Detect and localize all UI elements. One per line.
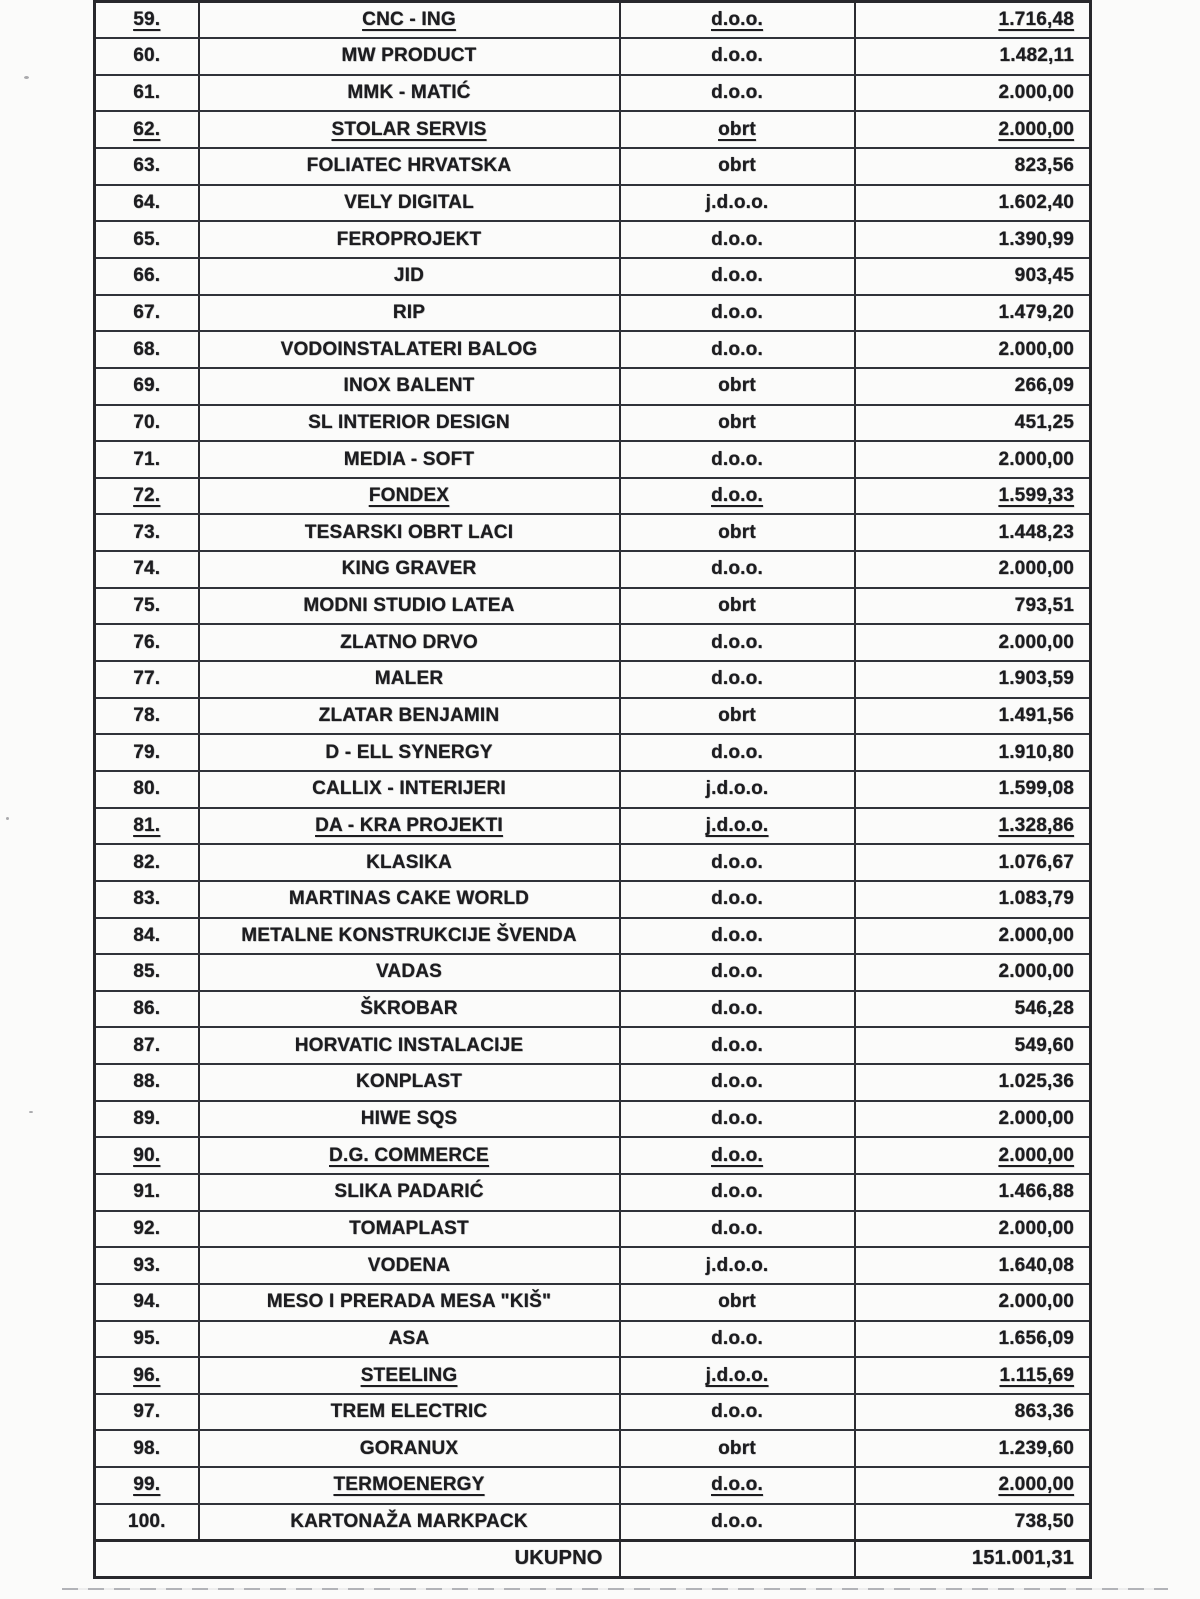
table-row xyxy=(95,954,1091,991)
table-row xyxy=(95,808,1091,845)
company-name-cell: ASA xyxy=(199,1321,620,1358)
company-name-cell: TESARSKI OBRT LACI xyxy=(199,514,620,551)
company-name-cell: KING GRAVER xyxy=(199,551,620,588)
amount-cell: 1.599,33 xyxy=(855,478,1091,515)
row-number-cell: 80. xyxy=(95,771,199,808)
row-number-cell: 72. xyxy=(95,478,199,515)
row-number-cell: 74. xyxy=(95,551,199,588)
legal-form-cell: d.o.o. xyxy=(620,1064,855,1101)
amount-cell: 2.000,00 xyxy=(855,1284,1091,1321)
amount-cell: 1.602,40 xyxy=(855,185,1091,222)
table-row xyxy=(95,148,1091,185)
legal-form-cell: d.o.o. xyxy=(620,1504,855,1541)
table-row xyxy=(95,1430,1091,1467)
company-name-cell: MARTINAS CAKE WORLD xyxy=(199,881,620,918)
legal-form-cell: d.o.o. xyxy=(620,1174,855,1211)
company-name-cell: D - ELL SYNERGY xyxy=(199,734,620,771)
company-name-cell: SLIKA PADARIĆ xyxy=(199,1174,620,1211)
legal-form-cell: d.o.o. xyxy=(620,1101,855,1138)
legal-form-cell: d.o.o. xyxy=(620,38,855,75)
legal-form-cell: d.o.o. xyxy=(620,75,855,112)
legal-form-cell: j.d.o.o. xyxy=(620,185,855,222)
legal-form-cell: j.d.o.o. xyxy=(620,1357,855,1394)
total-form-cell-empty xyxy=(620,1540,855,1577)
table-row xyxy=(95,38,1091,75)
row-number-cell: 82. xyxy=(95,844,199,881)
scan-speck xyxy=(29,1111,33,1113)
legal-form-cell: d.o.o. xyxy=(620,258,855,295)
total-label-cell: UKUPNO xyxy=(95,1540,620,1577)
company-name-cell: CNC - ING xyxy=(199,2,620,39)
row-number-cell: 95. xyxy=(95,1321,199,1358)
table-row xyxy=(95,1101,1091,1138)
company-name-cell: TOMAPLAST xyxy=(199,1211,620,1248)
row-number-cell: 86. xyxy=(95,991,199,1028)
table-row xyxy=(95,1504,1091,1541)
row-number-cell: 77. xyxy=(95,661,199,698)
company-name-cell: MALER xyxy=(199,661,620,698)
amount-cell: 903,45 xyxy=(855,258,1091,295)
amount-cell: 2.000,00 xyxy=(855,111,1091,148)
company-name-cell: VELY DIGITAL xyxy=(199,185,620,222)
amount-cell: 1.448,23 xyxy=(855,514,1091,551)
row-number-cell: 99. xyxy=(95,1467,199,1504)
company-name-cell: KONPLAST xyxy=(199,1064,620,1101)
scan-speck xyxy=(24,76,29,79)
table-row xyxy=(95,2,1091,39)
amount-cell: 2.000,00 xyxy=(855,331,1091,368)
legal-form-cell: d.o.o. xyxy=(620,221,855,258)
total-amount-cell: 151.001,31 xyxy=(855,1540,1091,1577)
amount-cell: 793,51 xyxy=(855,588,1091,625)
table-row xyxy=(95,258,1091,295)
company-name-cell: DA - KRA PROJEKTI xyxy=(199,808,620,845)
table-row xyxy=(95,844,1091,881)
company-name-cell: MW PRODUCT xyxy=(199,38,620,75)
amount-cell: 451,25 xyxy=(855,405,1091,442)
company-name-cell: STOLAR SERVIS xyxy=(199,111,620,148)
amount-cell: 1.076,67 xyxy=(855,844,1091,881)
table-row xyxy=(95,1137,1091,1174)
row-number-cell: 96. xyxy=(95,1357,199,1394)
table-row xyxy=(95,331,1091,368)
row-number-cell: 73. xyxy=(95,514,199,551)
row-number-cell: 85. xyxy=(95,954,199,991)
company-name-cell: ŠKROBAR xyxy=(199,991,620,1028)
table-row xyxy=(95,698,1091,735)
row-number-cell: 65. xyxy=(95,221,199,258)
company-name-cell: KLASIKA xyxy=(199,844,620,881)
table-row xyxy=(95,1321,1091,1358)
amount-cell: 2.000,00 xyxy=(855,1137,1091,1174)
legal-form-cell: d.o.o. xyxy=(620,1211,855,1248)
table-row xyxy=(95,1394,1091,1431)
row-number-cell: 83. xyxy=(95,881,199,918)
amount-cell: 2.000,00 xyxy=(855,918,1091,955)
row-number-cell: 76. xyxy=(95,624,199,661)
row-number-cell: 71. xyxy=(95,441,199,478)
legal-form-cell: obrt xyxy=(620,368,855,405)
company-name-cell: CALLIX - INTERIJERI xyxy=(199,771,620,808)
table-row xyxy=(95,111,1091,148)
legal-form-cell: obrt xyxy=(620,1430,855,1467)
row-number-cell: 87. xyxy=(95,1027,199,1064)
amount-cell: 1.903,59 xyxy=(855,661,1091,698)
payments-table xyxy=(93,0,1092,1579)
company-name-cell: FOLIATEC HRVATSKA xyxy=(199,148,620,185)
table-row xyxy=(95,1211,1091,1248)
company-name-cell: VODOINSTALATERI BALOG xyxy=(199,331,620,368)
legal-form-cell: obrt xyxy=(620,148,855,185)
legal-form-cell: d.o.o. xyxy=(620,1137,855,1174)
legal-form-cell: obrt xyxy=(620,588,855,625)
company-name-cell: KARTONAŽA MARKPACK xyxy=(199,1504,620,1541)
legal-form-cell: d.o.o. xyxy=(620,991,855,1028)
row-number-cell: 63. xyxy=(95,148,199,185)
row-number-cell: 90. xyxy=(95,1137,199,1174)
company-name-cell: INOX BALENT xyxy=(199,368,620,405)
legal-form-cell: j.d.o.o. xyxy=(620,1247,855,1284)
row-number-cell: 79. xyxy=(95,734,199,771)
legal-form-cell: d.o.o. xyxy=(620,1394,855,1431)
legal-form-cell: d.o.o. xyxy=(620,1321,855,1358)
amount-cell: 2.000,00 xyxy=(855,1467,1091,1504)
company-name-cell: D.G. COMMERCE xyxy=(199,1137,620,1174)
amount-cell: 738,50 xyxy=(855,1504,1091,1541)
amount-cell: 823,56 xyxy=(855,148,1091,185)
amount-cell: 1.599,08 xyxy=(855,771,1091,808)
table-row xyxy=(95,1247,1091,1284)
row-number-cell: 64. xyxy=(95,185,199,222)
company-name-cell: MODNI STUDIO LATEA xyxy=(199,588,620,625)
legal-form-cell: d.o.o. xyxy=(620,954,855,991)
legal-form-cell: d.o.o. xyxy=(620,441,855,478)
table-row xyxy=(95,918,1091,955)
company-name-cell: HIWE SQS xyxy=(199,1101,620,1138)
company-name-cell: TERMOENERGY xyxy=(199,1467,620,1504)
amount-cell: 2.000,00 xyxy=(855,551,1091,588)
table-row xyxy=(95,1284,1091,1321)
row-number-cell: 84. xyxy=(95,918,199,955)
table-row xyxy=(95,624,1091,661)
table-row xyxy=(95,295,1091,332)
row-number-cell: 100. xyxy=(95,1504,199,1541)
company-name-cell: METALNE KONSTRUKCIJE ŠVENDA xyxy=(199,918,620,955)
company-name-cell: VADAS xyxy=(199,954,620,991)
legal-form-cell: j.d.o.o. xyxy=(620,808,855,845)
amount-cell: 266,09 xyxy=(855,368,1091,405)
scan-shadow-line xyxy=(62,1588,1168,1590)
row-number-cell: 59. xyxy=(95,2,199,39)
amount-cell: 2.000,00 xyxy=(855,441,1091,478)
legal-form-cell: d.o.o. xyxy=(620,551,855,588)
amount-cell: 1.390,99 xyxy=(855,221,1091,258)
amount-cell: 546,28 xyxy=(855,991,1091,1028)
legal-form-cell: d.o.o. xyxy=(620,1467,855,1504)
row-number-cell: 70. xyxy=(95,405,199,442)
amount-cell: 1.115,69 xyxy=(855,1357,1091,1394)
table-row xyxy=(95,991,1091,1028)
table-row xyxy=(95,588,1091,625)
amount-cell: 1.656,09 xyxy=(855,1321,1091,1358)
legal-form-cell: obrt xyxy=(620,1284,855,1321)
company-name-cell: JID xyxy=(199,258,620,295)
legal-form-cell: d.o.o. xyxy=(620,295,855,332)
row-number-cell: 93. xyxy=(95,1247,199,1284)
legal-form-cell: d.o.o. xyxy=(620,661,855,698)
table-row xyxy=(95,1027,1091,1064)
company-name-cell: HORVATIC INSTALACIJE xyxy=(199,1027,620,1064)
total-row xyxy=(95,1540,1091,1577)
legal-form-cell: d.o.o. xyxy=(620,734,855,771)
table-row xyxy=(95,75,1091,112)
company-name-cell: STEELING xyxy=(199,1357,620,1394)
legal-form-cell: d.o.o. xyxy=(620,478,855,515)
company-name-cell: FONDEX xyxy=(199,478,620,515)
amount-cell: 2.000,00 xyxy=(855,624,1091,661)
company-name-cell: TREM ELECTRIC xyxy=(199,1394,620,1431)
table-row xyxy=(95,441,1091,478)
legal-form-cell: d.o.o. xyxy=(620,2,855,39)
scan-speck xyxy=(6,817,9,820)
legal-form-cell: obrt xyxy=(620,514,855,551)
table-row xyxy=(95,368,1091,405)
table-row xyxy=(95,551,1091,588)
row-number-cell: 78. xyxy=(95,698,199,735)
amount-cell: 1.328,86 xyxy=(855,808,1091,845)
amount-cell: 1.479,20 xyxy=(855,295,1091,332)
legal-form-cell: d.o.o. xyxy=(620,844,855,881)
amount-cell: 1.239,60 xyxy=(855,1430,1091,1467)
amount-cell: 1.025,36 xyxy=(855,1064,1091,1101)
company-name-cell: RIP xyxy=(199,295,620,332)
table-row xyxy=(95,1174,1091,1211)
legal-form-cell: d.o.o. xyxy=(620,1027,855,1064)
table-row xyxy=(95,1064,1091,1101)
row-number-cell: 68. xyxy=(95,331,199,368)
amount-cell: 2.000,00 xyxy=(855,1101,1091,1138)
company-name-cell: ZLATAR BENJAMIN xyxy=(199,698,620,735)
company-name-cell: ZLATNO DRVO xyxy=(199,624,620,661)
row-number-cell: 62. xyxy=(95,111,199,148)
row-number-cell: 60. xyxy=(95,38,199,75)
row-number-cell: 91. xyxy=(95,1174,199,1211)
amount-cell: 549,60 xyxy=(855,1027,1091,1064)
row-number-cell: 88. xyxy=(95,1064,199,1101)
row-number-cell: 66. xyxy=(95,258,199,295)
row-number-cell: 97. xyxy=(95,1394,199,1431)
row-number-cell: 81. xyxy=(95,808,199,845)
amount-cell: 1.640,08 xyxy=(855,1247,1091,1284)
table-row xyxy=(95,661,1091,698)
amount-cell: 1.083,79 xyxy=(855,881,1091,918)
amount-cell: 1.482,11 xyxy=(855,38,1091,75)
table-row xyxy=(95,221,1091,258)
legal-form-cell: d.o.o. xyxy=(620,881,855,918)
amount-cell: 863,36 xyxy=(855,1394,1091,1431)
table-body xyxy=(95,2,1091,1541)
table-row xyxy=(95,514,1091,551)
amount-cell: 2.000,00 xyxy=(855,75,1091,112)
legal-form-cell: d.o.o. xyxy=(620,624,855,661)
amount-cell: 2.000,00 xyxy=(855,1211,1091,1248)
legal-form-cell: obrt xyxy=(620,111,855,148)
company-name-cell: MMK - MATIĆ xyxy=(199,75,620,112)
row-number-cell: 69. xyxy=(95,368,199,405)
row-number-cell: 94. xyxy=(95,1284,199,1321)
row-number-cell: 61. xyxy=(95,75,199,112)
legal-form-cell: obrt xyxy=(620,405,855,442)
legal-form-cell: obrt xyxy=(620,698,855,735)
amount-cell: 1.491,56 xyxy=(855,698,1091,735)
table-row xyxy=(95,405,1091,442)
table-row xyxy=(95,771,1091,808)
company-name-cell: VODENA xyxy=(199,1247,620,1284)
row-number-cell: 75. xyxy=(95,588,199,625)
amount-cell: 2.000,00 xyxy=(855,954,1091,991)
company-name-cell: MESO I PRERADA MESA "KIŠ" xyxy=(199,1284,620,1321)
row-number-cell: 89. xyxy=(95,1101,199,1138)
company-name-cell: MEDIA - SOFT xyxy=(199,441,620,478)
company-name-cell: FEROPROJEKT xyxy=(199,221,620,258)
amount-cell: 1.910,80 xyxy=(855,734,1091,771)
table-row xyxy=(95,734,1091,771)
amount-cell: 1.716,48 xyxy=(855,2,1091,39)
amount-cell: 1.466,88 xyxy=(855,1174,1091,1211)
row-number-cell: 92. xyxy=(95,1211,199,1248)
legal-form-cell: j.d.o.o. xyxy=(620,771,855,808)
row-number-cell: 98. xyxy=(95,1430,199,1467)
table-row xyxy=(95,478,1091,515)
table-row xyxy=(95,881,1091,918)
company-name-cell: GORANUX xyxy=(199,1430,620,1467)
table-row xyxy=(95,185,1091,222)
legal-form-cell: d.o.o. xyxy=(620,918,855,955)
row-number-cell: 67. xyxy=(95,295,199,332)
table-row xyxy=(95,1467,1091,1504)
company-name-cell: SL INTERIOR DESIGN xyxy=(199,405,620,442)
legal-form-cell: d.o.o. xyxy=(620,331,855,368)
table-row xyxy=(95,1357,1091,1394)
